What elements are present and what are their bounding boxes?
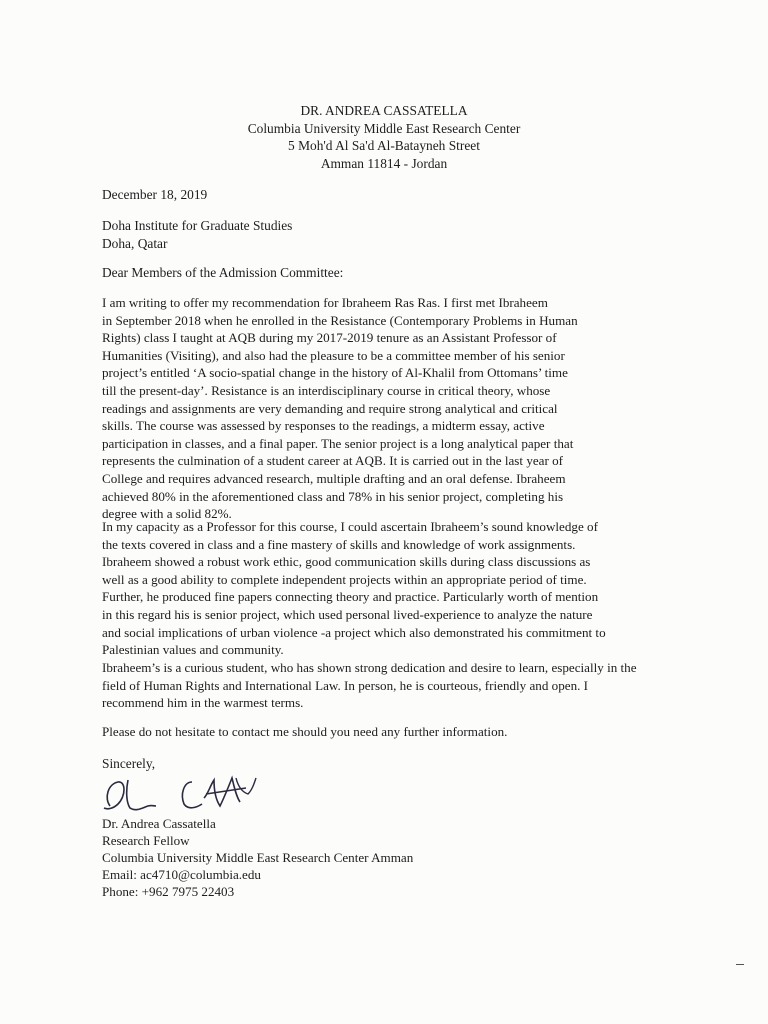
paragraph-line: Ibraheem’s is a curious student, who has shown strong dedication and desire to learn, especially in the: [102, 660, 637, 675]
body-paragraph-3: [102, 659, 682, 712]
paragraph-line: achieved 80% in the aforementioned class and 78% in his senior project, completing his: [102, 488, 564, 504]
closing: Sincerely,: [102, 756, 156, 771]
recipient-line-2: Doha, Qatar: [102, 235, 168, 251]
recipient-line-1: Doha Institute for Graduate Studies: [102, 218, 293, 233]
paragraph-line: in this regard his is senior project, which used personal lived-experience to analyze the nature: [102, 606, 593, 622]
paragraph-line: Please do not hesitate to contact me should you need any further information.: [102, 724, 508, 739]
sender-city: Amman 11814 - Jordan: [320, 155, 448, 171]
paragraph-line: represents the culmination of a student career at AQB. It is carried out in the last year of: [102, 453, 564, 469]
paragraph-line: participation in classes, and a final paper. The senior project is a long analytical paper that: [102, 435, 574, 451]
body-paragraph-2: [102, 518, 682, 659]
paragraph-line: and social implications of urban violence -a project which also demonstrated his commitment to: [102, 624, 606, 640]
paragraph-line: Palestinian values and community.: [102, 642, 284, 658]
signer-phone: Phone: +962 7975 22403: [102, 884, 235, 899]
recipient-address: [102, 217, 292, 252]
paragraph-line: In my capacity as a Professor for this course, I could ascertain Ibraheem’s sound knowledge of: [102, 519, 598, 534]
signature-block: [102, 815, 413, 900]
paragraph-line: recommend him in the warmest terms.: [102, 695, 304, 711]
letterhead: [0, 102, 768, 172]
paragraph-line: project’s entitled ‘A socio-spatial change in the history of Al-Khalil from Ottomans’ time: [102, 365, 568, 381]
sender-name: DR. ANDREA CASSATELLA: [300, 103, 468, 118]
paragraph-line: Ibraheem showed a robust work ethic, good communication skills during class discussions as: [102, 554, 591, 570]
paragraph-line: Further, he produced fine papers connecting theory and practice. Particularly worth of mention: [102, 589, 599, 605]
salutation: Dear Members of the Admission Committee:: [102, 265, 344, 280]
paragraph-line: degree with a solid 82%.: [102, 506, 232, 522]
sender-organization: Columbia University Middle East Research Center: [247, 120, 521, 136]
paragraph-line: the texts covered in class and a fine mastery of skills and knowledge of work assignments.: [102, 536, 576, 552]
paragraph-line: till the present-day’. Resistance is an interdisciplinary course in critical theory, whose: [102, 382, 551, 398]
signer-title: Research Fellow: [102, 833, 190, 848]
paragraph-line: Rights) class I taught at AQB during my 2017-2019 tenure as an Assistant Professor of: [102, 330, 557, 346]
scan-mark: [736, 964, 744, 965]
body-paragraph-1: [102, 294, 682, 523]
handwritten-signature: [96, 768, 266, 818]
paragraph-line: Humanities (Visiting), and also had the pleasure to be a committee member of his senior: [102, 347, 565, 363]
paragraph-line: readings and assignments are very demanding and require strong analytical and critical: [102, 400, 558, 416]
paragraph-line: College and requires advanced research, multiple drafting and an oral defense. Ibraheem: [102, 470, 566, 486]
paragraph-line: skills. The course was assessed by responses to the readings, a midterm essay, active: [102, 418, 545, 434]
signer-name: Dr. Andrea Cassatella: [102, 816, 216, 831]
paragraph-line: field of Human Rights and International Law. In person, he is courteous, friendly and open. I: [102, 677, 589, 693]
sender-street: 5 Moh'd Al Sa'd Al-Batayneh Street: [288, 138, 480, 153]
body-paragraph-4: [102, 723, 682, 741]
paragraph-line: well as a good ability to complete independent projects within an appropriate period of time.: [102, 571, 587, 587]
signer-organization: Columbia University Middle East Research Center Amman: [102, 850, 414, 865]
letter-date: December 18, 2019: [102, 187, 208, 202]
paragraph-line: I am writing to offer my recommendation for Ibraheem Ras Ras. I first met Ibraheem: [102, 295, 548, 310]
signer-email: Email: ac4710@columbia.edu: [102, 867, 261, 882]
paragraph-line: in September 2018 when he enrolled in the Resistance (Contemporary Problems in Human: [102, 312, 578, 328]
